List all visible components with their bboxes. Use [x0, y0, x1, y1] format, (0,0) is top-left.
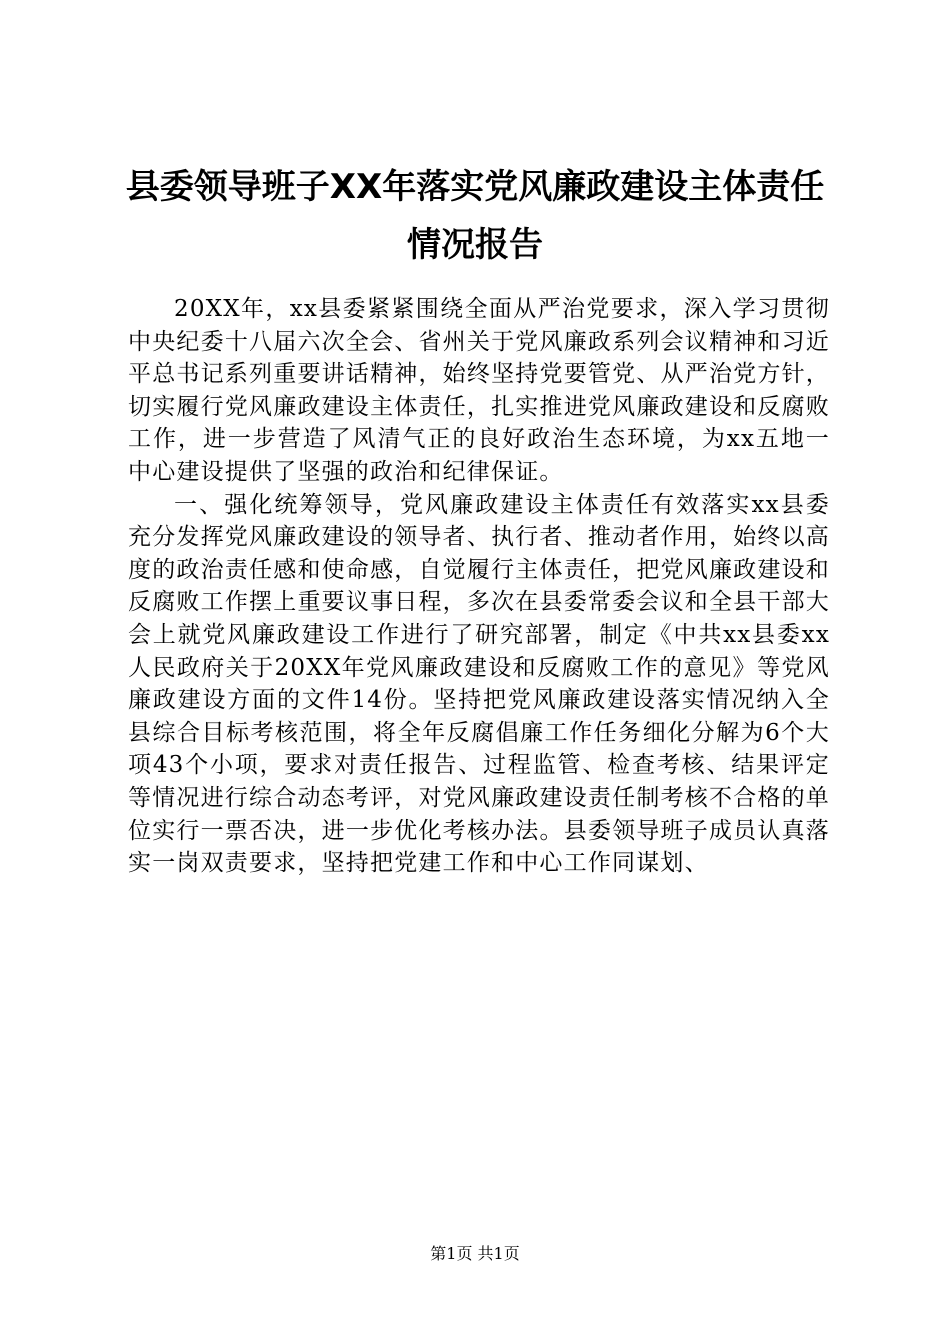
- paragraph-intro: 20XX年，xx县委紧紧围绕全面从严治党要求，深入学习贯彻中央纪委十八届六次全会、省州关于党风廉政系列会议精神和习近平总书记系列重要讲话精神，始终坚持党要管党、从严治党方针，切实履行党风廉政建设主体责任，扎实推进党风廉政建设和反腐败工作，进一步营造了风清气正的良好政治生态环境，为xx五地一中心建设提供了坚强的政治和纪律保证。: [128, 296, 830, 485]
- paragraph-section-1: 一、强化统筹领导，党风廉政建设主体责任有效落实xx县委充分发挥党风廉政建设的领导者、执行者、推动者作用，始终以高度的政治责任感和使命感，自觉履行主体责任，把党风廉政建设和反腐败工作摆上重要议事日程，多次在县委常委会议和全县干部大会上就党风廉政建设工作进行了研究部署，制定《中共xx县委xx人民政府关于20XX年党风廉政建设和反腐败工作的意见》等党风廉政建设方面的文件14份。坚持把党风廉政建设落实情况纳入全县综合目标考核范围，将全年反腐倡廉工作任务细化分解为6个大项43个小项，要求对责任报告、过程监管、检查考核、结果评定等情况进行综合动态考评，对党风廉政建设责任制考核不合格的单位实行一票否决，进一步优化考核办法。县委领导班子成员认真落实一岗双责要求，坚持把党建工作和中心工作同谋划、: [128, 491, 830, 877]
- page-number-footer: 第1页 共1页: [430, 1244, 520, 1263]
- document-title: 县委领导班子XX年落实党风廉政建设主体责任情况报告: [125, 167, 825, 265]
- document-body: [128, 293, 830, 880]
